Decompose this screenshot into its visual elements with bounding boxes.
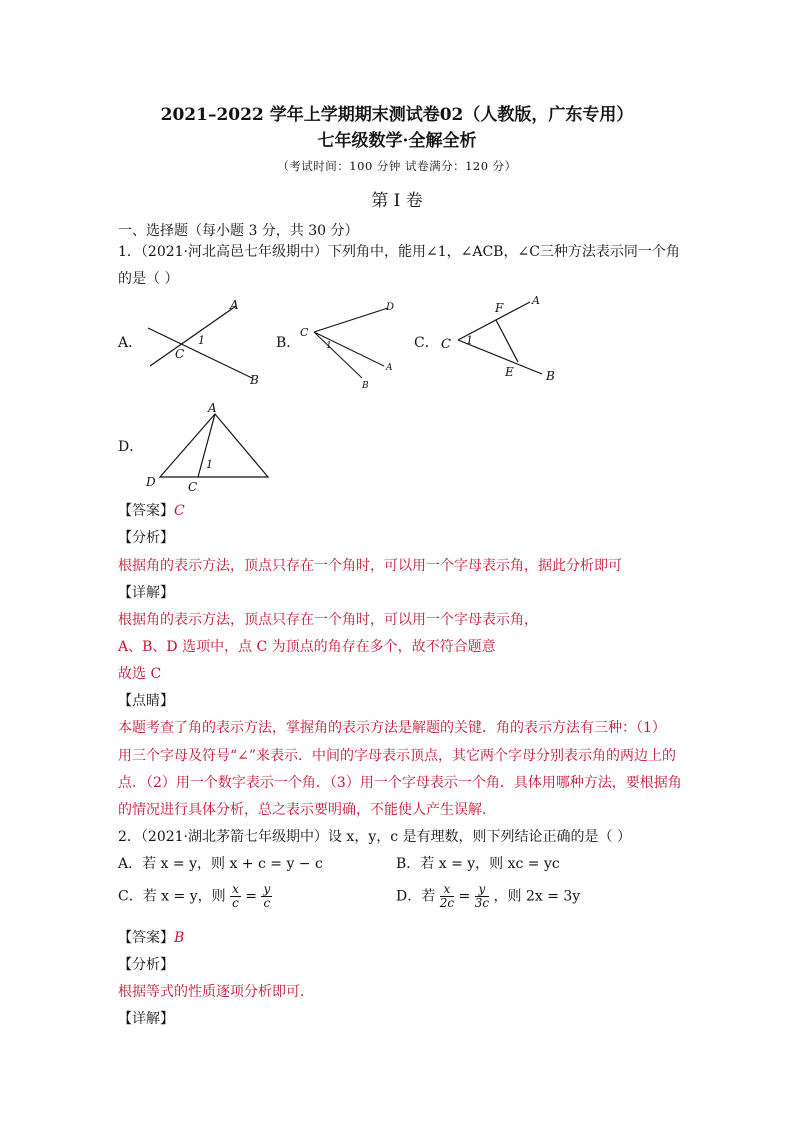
fig-b-label-c: C [300,326,309,339]
q1-detail-line3: 故选 C [118,666,162,682]
fig-a-label-1: 1 [198,334,205,347]
q1-stem-line2: 的是（ ） [118,271,179,287]
fig-b-label-1: 1 [326,341,332,351]
q1-analysis-tag: 【分析】 [118,530,174,546]
exam-info: （考试时间：100 分钟 试卷满分：120 分） [277,159,517,173]
q1-figure-b [296,296,406,391]
q1-comment-tag: 【点睛】 [118,693,174,709]
fig-d-label-c: C [188,480,198,494]
q2-option-d-prefix: D．若 [396,888,436,905]
q1-comment-line2: 用三个字母及符号“∠”来表示．中间的字母表示顶点，其它两个字母分别表示角的两边上的 [118,748,677,764]
fig-b-label-a: A [386,363,393,373]
fig-d-label-d: D [146,475,156,489]
q1-answer-value: C [174,503,185,519]
q2-option-d: D．若 $\frac{x}{2c}$ = $\frac{y}{3c}$ ，则 2x = 3y [396,882,581,910]
q2-option-d-frac-right: $\frac{y}{3c}$ [474,882,490,910]
q1-option-b-label: B． [276,335,301,351]
fig-b-label-d: D [386,302,395,313]
q1-comment-line4: 的情况进行具体分析，总之表示要明确，不能使人产生误解． [118,802,496,818]
fig-c-label-e: E [505,365,514,379]
q2-option-a: A．若 x = y，则 x + c = y − c [118,856,323,872]
fig-c-label-f: F [495,301,504,315]
q1-figure-c [438,288,568,388]
q2-option-c-frac-left: $\frac{x}{c}$ [232,882,239,910]
q1-option-a-label: A． [118,335,143,351]
q2-detail-tag: 【详解】 [118,1011,174,1027]
q1-answer-line [118,500,185,520]
q1-answer-tag: 【答案】 [118,503,174,519]
q2-analysis-text: 根据等式的性质逐项分析即可． [118,984,314,1000]
fig-b-line-cb [314,332,362,378]
fig-d-triangle [160,414,268,477]
q1-option-d-label: D． [118,439,144,455]
q2-stem: 2．（2021·湖北茅箭七年级期中）设 x，y，c 是有理数，则下列结论正确的是（ ） [118,829,631,845]
q1-comment-line3: 点．（2）用一个数字表示一个角．（3）用一个字母表示一个角．具体用哪种方法，要根据角 [118,775,682,791]
q2-option-d-suffix: ，则 2x = 3y [493,888,581,905]
fig-a-line-ca [150,306,236,366]
q2-answer-tag: 【答案】 [118,930,174,946]
q2-analysis-tag: 【分析】 [118,957,174,973]
fig-c-label-1: 1 [466,334,473,347]
q1-comment-line1: 本题考查了角的表示方法，掌握角的表示方法是解题的关键．角的表示方法有三种：（1） [118,720,666,736]
q1-detail-tag: 【详解】 [118,585,174,601]
fig-c-label-c: C [441,337,451,352]
fig-a-label-b: B [250,373,259,387]
fig-d-label-a: A [208,401,217,415]
fig-b-line-ca [314,332,384,366]
q1-detail-line2: A、B、D 选项中，点 C 为顶点的角存在多个，故不符合题意 [118,639,496,655]
q1-figure-d [140,400,280,495]
q2-option-d-frac-left: $\frac{x}{2c}$ [439,882,455,910]
fig-c-label-b: B [546,369,555,383]
q1-detail-line1: 根据角的表示方法，顶点只存在一个角时，可以用一个字母表示角， [118,612,538,628]
q1-figure-a [140,292,270,392]
fig-a-label-c: C [175,347,185,361]
fig-a-label-a: A [230,298,239,312]
page-subtitle: 七年级数学·全解全析 [317,131,477,151]
q2-option-c-frac-right: $\frac{y}{c}$ [263,882,271,910]
q1-stem-line1: 1．（2021·河北高邑七年级期中）下列角中，能用∠1，∠ACB，∠C三种方法表示同一个角 [118,244,680,260]
q2-answer-line [118,927,184,947]
q2-option-b: B．若 x = y，则 xc = yc [396,856,560,872]
fig-c-label-a: A [532,294,540,307]
q2-answer-value: B [174,930,185,946]
q2-option-c-prefix: C．若 x = y，则 [118,888,226,905]
q1-analysis-text: 根据角的表示方法，顶点只存在一个角时，可以用一个字母表示角，据此分析即可 [118,558,622,574]
page-title: 2021–2022 学年上学期期末测试卷02（人教版，广东专用） [160,105,634,125]
q1-option-c-label: C． [414,335,439,351]
fig-b-label-b: B [362,381,369,391]
fig-b-line-cd [314,308,388,332]
volume-heading: 第 I 卷 [371,191,423,211]
section-heading: 一、选择题（每小题 3 分，共 30 分） [118,223,359,239]
q2-option-c: C．若 x = y，则 $\frac{x}{c}$ = $\frac{y}{c}$ [118,882,271,910]
fig-d-label-1: 1 [206,458,213,471]
fig-c-line-fe [496,320,518,362]
